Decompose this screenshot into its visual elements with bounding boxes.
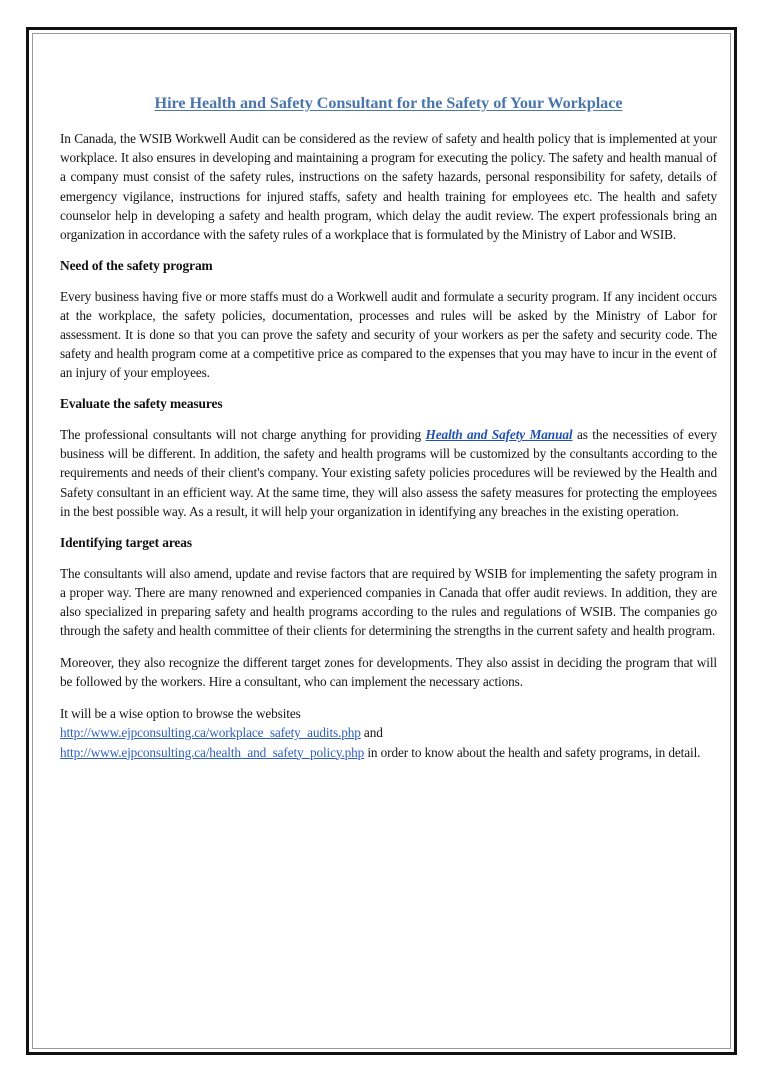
page-border-inner — [32, 33, 731, 1049]
url-link-workplace-safety-audits[interactable]: http://www.ejpconsulting.ca/workplace_safety_audits.php — [60, 725, 361, 741]
closing-tail-text: in order to know about the health and safety programs, in detail. — [364, 744, 701, 760]
page-border-outer — [26, 27, 737, 1055]
closing-conjunction-text: and — [360, 725, 383, 741]
paragraph-evaluate-body — [60, 425, 717, 520]
paragraph-need-body: Every business having five or more staffs must do a Workwell audit and formulate a security program. If any incident occurs at the workplace, the safety policies, documentation, processes and rules will be asked by the Ministry of Labor for assessment. It is done so that you can prove the safety and security of your workers as per the safety and security code. The safety and health program come at a competitive price as compared to the expenses that you may have to incur in the event of an injury of your employees. — [60, 288, 717, 381]
page-title: Hire Health and Safety Consultant for the Safety of Your Workplace — [154, 94, 623, 112]
paragraph-intro: In Canada, the WSIB Workwell Audit can be considered as the review of safety and health policy that is implemented at your workplace. It also ensures in developing and maintaining a program for executing the policy. The safety and health manual of a company must consist of the safety rules, instructions on the safety hazards, personal responsibility for safety, details of emergency vigilance, instructions for injured staffs, safety and health training for employees etc. The health and safety counselor help in developing a safety and health program, which delay the audit review. The expert professionals bring an organization in accordance with the safety rules of a workplace that is formulated by the Ministry of Labor and WSIB. — [60, 131, 717, 242]
url-link-health-and-safety-policy[interactable]: http://www.ejpconsulting.ca/health_and_safety_policy.php — [60, 744, 365, 760]
paragraph-evaluate-text-tail: as the necessities of every business will be different. In addition, the safety and health programs will be customized by the consultants according to the requirements and needs of their client's company. Your existing safety policies procedures will be reviewed by the Health and Safety consultant in an efficient way. At the same time, they will also assess the safety measures for protecting the employees in the best possible way. As a result, it will help your organization in identifying any breaches in the existing operation. — [60, 427, 717, 519]
page-sheet — [34, 35, 729, 1047]
closing-lead-text: It will be a wise option to browse the websites — [60, 706, 301, 722]
health-and-safety-manual-link[interactable]: Health and Safety Manual — [425, 427, 573, 443]
heading-identifying-target-areas: Identifying target areas — [60, 534, 192, 550]
heading-need-of-safety-program: Need of the safety program — [60, 257, 213, 273]
paragraph-moreover: Moreover, they also recognize the different target zones for developments. They also assist in deciding the program that will be followed by the workers. Hire a consultant, who can implement the necessary actions. — [60, 655, 717, 690]
heading-evaluate-safety-measures: Evaluate the safety measures — [60, 396, 223, 412]
document-content — [60, 93, 717, 762]
paragraph-closing-websites — [60, 704, 717, 761]
paragraph-target-body: The consultants will also amend, update and revise factors that are required by WSIB for implementing the safety program in a proper way. There are many renowned and experienced companies in Canada that offer audit reviews. In addition, they are also specialized in preparing safety and health programs according to the rules and regulations of WSIB. The companies go through the safety and health committee of their clients for determining the strengths in the current safety and health program. — [60, 565, 717, 639]
paragraph-evaluate-text-lead: The professional consultants will not charge anything for providing — [60, 427, 426, 443]
